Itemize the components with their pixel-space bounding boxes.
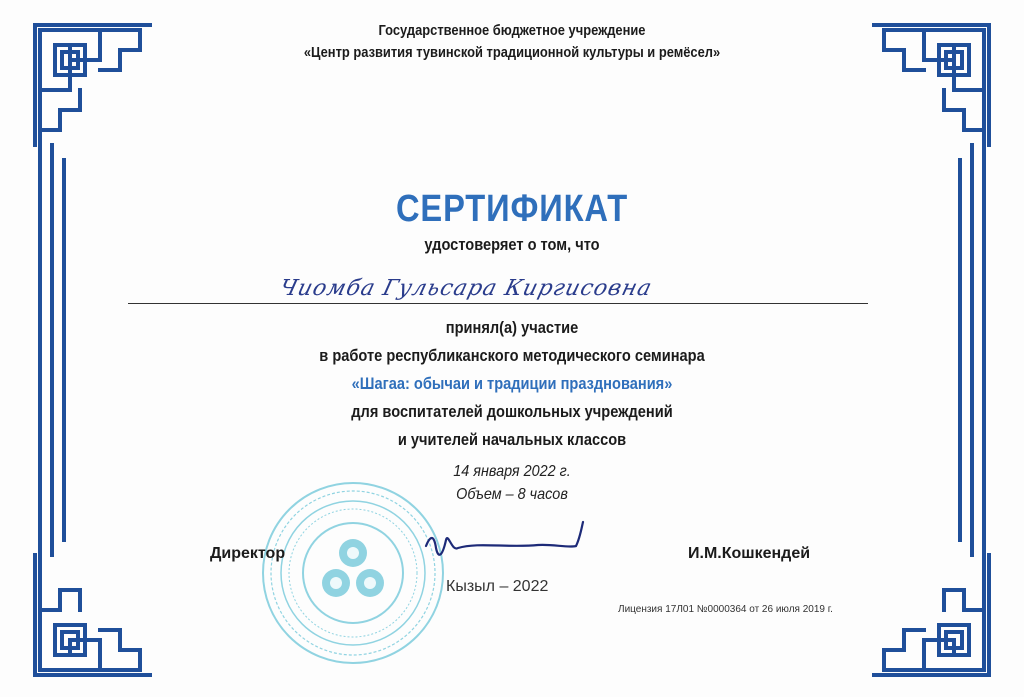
organization-line-1: Государственное бюджетное учреждение — [378, 22, 646, 39]
certificate-title: СЕРТИФИКАТ — [395, 188, 629, 230]
certificate-subtitle: удостоверяет о том, что — [424, 235, 600, 254]
body-line-participation: принял(а) участие — [445, 318, 579, 337]
signature-role: Директор — [210, 545, 286, 562]
event-volume: Объем – 8 часов — [456, 486, 568, 503]
handwritten-signature-icon — [418, 518, 593, 568]
body-line-seminar: в работе республиканского методического семинара — [319, 346, 705, 365]
license-info: Лицензия 17Л01 №0000364 от 26 июля 2019 г. — [618, 604, 833, 615]
recipient-name-underline — [128, 303, 868, 304]
place-year: Кызыл – 2022 — [446, 578, 549, 595]
body-line-seminar-title: «Шагаа: обычаи и традиции празднования» — [351, 374, 673, 393]
body-line-audience-1: для воспитателей дошкольных учреждений — [351, 402, 673, 421]
event-date: 14 января 2022 г. — [453, 463, 571, 480]
recipient-name: Чиомба Гульсара Киргисовна — [276, 276, 655, 301]
organization-line-2: «Центр развития тувинской традиционной культуры и ремёсел» — [303, 44, 721, 61]
signer-name: И.М.Кошкендей — [688, 545, 811, 562]
triskelion-seal-icon — [258, 478, 448, 668]
body-line-audience-2: и учителей начальных классов — [397, 430, 627, 449]
